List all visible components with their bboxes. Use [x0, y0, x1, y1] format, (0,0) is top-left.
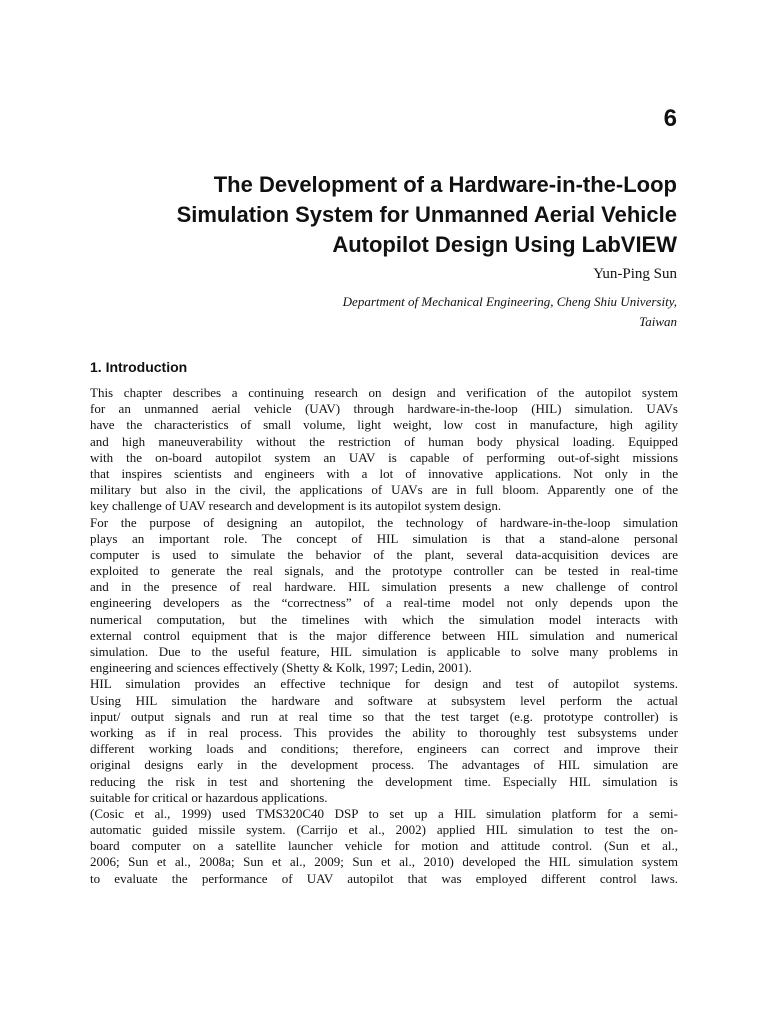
body-line: for an unmanned aerial vehicle (UAV) through hardware-in-the-loop (HIL) simulation. UAVs — [90, 401, 678, 417]
body-line: have the characteristics of small volume, light weight, low cost in manufacture, high agility — [90, 417, 678, 433]
chapter-title — [90, 170, 677, 260]
section-heading: 1. Introduction — [90, 359, 188, 375]
body-line: different working loads and conditions; therefore, engineers can correct and improve their — [90, 741, 678, 757]
body-line: HIL simulation provides an effective technique for design and test of autopilot systems. — [90, 676, 678, 692]
author-name: Yun-Ping Sun — [593, 266, 677, 282]
author-affiliation — [343, 292, 677, 332]
chapter-title-line: Autopilot Design Using LabVIEW — [332, 232, 677, 257]
body-line: and high maneuverability without the restriction of human body physical loading. Equipped — [90, 433, 678, 449]
body-line: engineering and sciences effectively (Shetty & Kolk, 1997; Ledin, 2001). — [90, 660, 472, 676]
chapter-title-line: The Development of a Hardware-in-the-Loop — [213, 172, 677, 197]
body-line: automatic guided missile system. (Carrijo et al., 2002) applied HIL simulation to test the on- — [90, 822, 678, 838]
body-line: computer is used to simulate the behavior of the plant, several data-acquisition devices are — [90, 546, 678, 562]
body-line: board computer on a satellite launcher vehicle for motion and attitude control. (Sun et al., — [90, 838, 678, 854]
body-line: suitable for critical or hazardous applications. — [90, 789, 328, 805]
affiliation-line: Department of Mechanical Engineering, Cheng Shiu University, — [342, 294, 677, 309]
affiliation-line: Taiwan — [639, 314, 677, 329]
body-line: and in the presence of real hardware. HIL simulation presents a new challenge of control — [90, 579, 678, 595]
body-line: engineering developers as the “correctness” of a real-time model not only depends upon the — [90, 595, 678, 611]
body-line: original designs early in the development process. The advantages of HIL simulation are — [90, 757, 678, 773]
body-line: numerical computation, but the timelines with which the simulation model interacts with — [90, 611, 678, 627]
body-line: 2006; Sun et al., 2008a; Sun et al., 2009; Sun et al., 2010) developed the HIL simulation system — [90, 854, 678, 870]
body-line: plays an important role. The concept of HIL simulation is that a stand-alone personal — [90, 530, 678, 546]
body-line: input/ output signals and run at real time so that the test target (e.g. prototype controller) is — [90, 708, 678, 724]
body-line: to evaluate the performance of UAV autopilot that was employed different control laws. — [90, 870, 678, 886]
body-line: working as if in real process. This provides the ability to thoroughly test subsystems under — [90, 724, 678, 740]
body-line: Using HIL simulation the hardware and software at subsystem level perform the actual — [90, 692, 678, 708]
body-line: reducing the risk in test and shortening the development time. Especially HIL simulation is — [90, 773, 678, 789]
body-line: military but also in the civil, the applications of UAVs are in full bloom. Apparently one of the — [90, 482, 678, 498]
chapter-title-line: Simulation System for Unmanned Aerial Vehicle — [176, 202, 677, 227]
body-line: This chapter describes a continuing research on design and verification of the autopilot system — [90, 385, 678, 400]
chapter-number: 6 — [663, 105, 677, 132]
body-line: exploited to generate the real signals, and the prototype controller can be tested in real-time — [90, 563, 678, 579]
body-line: that inspires scientists and engineers with a lot of innovative applications. Not only in the — [90, 465, 678, 481]
body-text — [90, 385, 678, 887]
body-line: external control equipment that is the major difference between HIL simulation and numerical — [90, 627, 678, 643]
body-line: For the purpose of designing an autopilot, the technology of hardware-in-the-loop simulation — [90, 514, 678, 530]
body-line: with the on-board autopilot system an UAV is capable of performing out-of-sight missions — [90, 449, 678, 465]
body-line: (Cosic et al., 1999) used TMS320C40 DSP to set up a HIL simulation platform for a semi- — [90, 805, 678, 821]
body-line: simulation. Due to the useful feature, HIL simulation is applicable to solve many problems in — [90, 644, 678, 659]
body-line: key challenge of UAV research and development is its autopilot system design. — [90, 498, 502, 514]
